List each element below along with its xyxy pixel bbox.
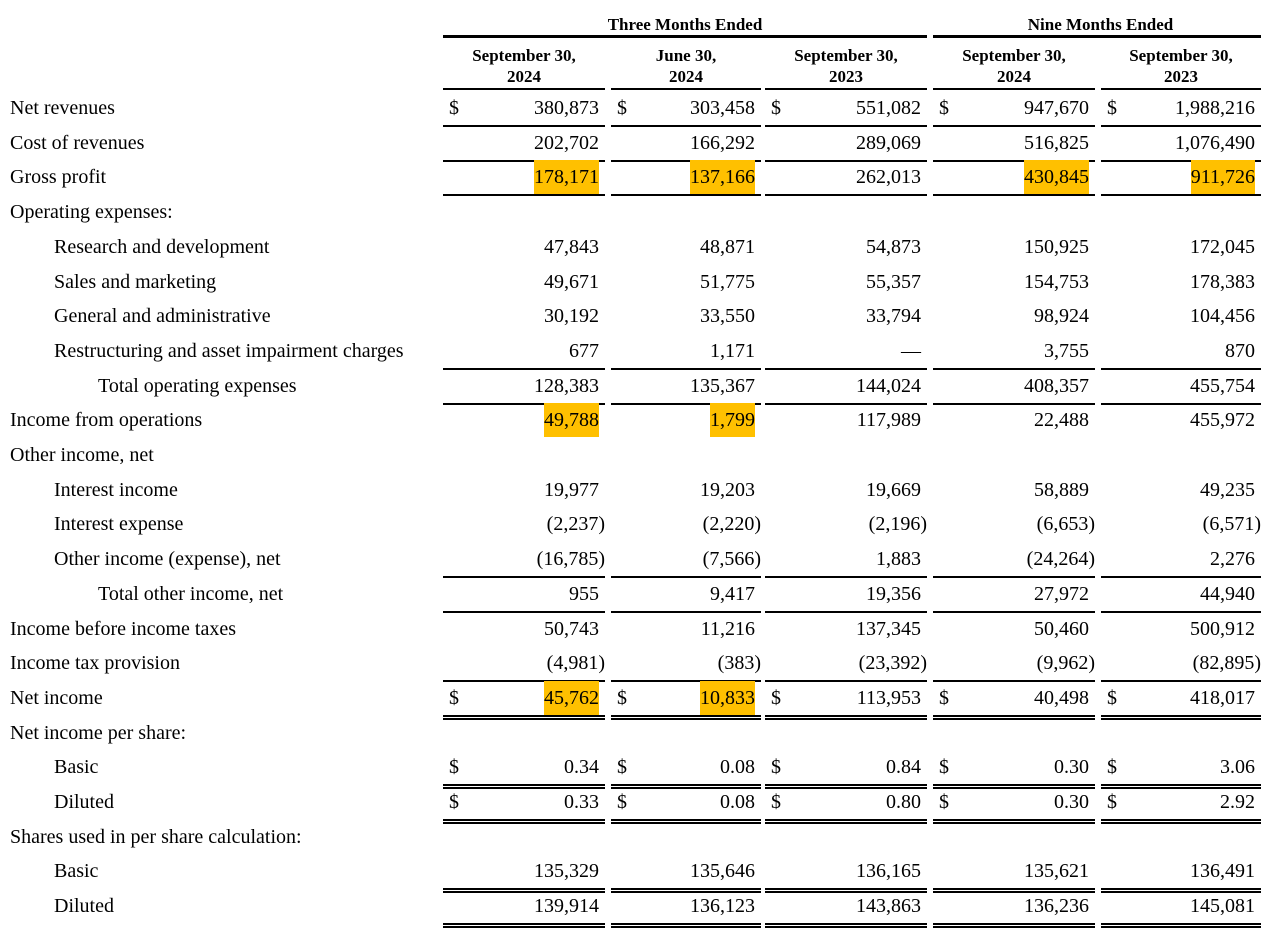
value: 117,989 [856, 409, 921, 432]
value: 516,825 [1024, 131, 1089, 154]
value-cell [611, 785, 761, 824]
column-header-rule [443, 88, 605, 90]
value: 144,024 [856, 374, 921, 397]
value-cell [611, 334, 761, 370]
column-header-line1: September 30, [1129, 46, 1233, 65]
table-row [0, 299, 1261, 333]
table-row [0, 681, 1261, 715]
group-header-nine-months: Nine Months Ended [1027, 15, 1174, 34]
value: 500,912 [1190, 617, 1255, 640]
value-cell [933, 403, 1095, 437]
value: 0.84 [886, 756, 921, 779]
value: 33,794 [866, 305, 921, 328]
column-header-rule [933, 88, 1095, 90]
row-label: Total operating expenses [98, 374, 297, 397]
value: 947,670 [1024, 97, 1089, 119]
value-cell [611, 473, 761, 507]
value-cell [933, 369, 1095, 405]
column-header-line2: 2023 [829, 67, 863, 86]
table-row [0, 91, 1261, 125]
value-cell [765, 403, 927, 437]
column-header-rule [765, 88, 927, 90]
value: 418,017 [1190, 686, 1255, 709]
table-row [0, 126, 1261, 160]
value-cell [933, 230, 1095, 264]
value: 1,883 [876, 548, 921, 571]
value: 262,013 [856, 166, 921, 189]
value: 150,925 [1024, 235, 1089, 258]
value: 137,345 [856, 617, 921, 640]
column-header-line1: September 30, [472, 46, 576, 65]
table-row [0, 785, 1261, 819]
value-cell [933, 299, 1095, 333]
value: 0.08 [720, 791, 755, 813]
value: 54,873 [866, 235, 921, 258]
value-cell [1101, 542, 1261, 578]
value: 0.30 [1054, 756, 1089, 779]
value: 172,045 [1190, 235, 1255, 258]
value: 137,166 [690, 160, 755, 194]
column-header-line2: 2023 [1164, 67, 1198, 86]
value-cell [933, 542, 1095, 578]
value: 202,702 [534, 131, 599, 154]
value: 10,833 [700, 681, 755, 715]
value: 135,367 [690, 374, 755, 397]
currency-symbol: $ [1107, 97, 1117, 119]
value: 1,076,490 [1175, 131, 1255, 154]
table-row [0, 577, 1261, 611]
value-cell [1101, 91, 1261, 127]
value-cell [933, 577, 1095, 613]
value-cell [611, 299, 761, 333]
value-cell [611, 681, 761, 720]
value-cell [765, 91, 927, 127]
value-cell [765, 160, 927, 196]
value: (4,981) [546, 652, 605, 675]
value: 1,171 [710, 339, 755, 362]
value-cell [611, 577, 761, 613]
value-cell [933, 473, 1095, 507]
table-row [0, 750, 1261, 784]
value-cell [765, 854, 927, 893]
value-cell [611, 91, 761, 127]
value-cell [611, 854, 761, 893]
value: 40,498 [1034, 686, 1089, 709]
column-header-rule [1101, 88, 1261, 90]
value: 22,488 [1034, 409, 1089, 432]
table-row [0, 265, 1261, 299]
value: 0.30 [1054, 791, 1089, 813]
value-cell [443, 265, 605, 299]
value: 136,165 [856, 860, 921, 883]
column-header-rule [611, 88, 761, 90]
value: 50,460 [1034, 617, 1089, 640]
row-label: Total other income, net [98, 582, 284, 605]
value: 455,972 [1190, 409, 1255, 432]
value-cell [933, 265, 1095, 299]
value-cell [1101, 403, 1261, 437]
row-label: Interest expense [54, 513, 184, 536]
value-cell [611, 542, 761, 578]
value-cell [611, 369, 761, 405]
value: 30,192 [544, 305, 599, 328]
value-cell [1101, 750, 1261, 789]
value: 303,458 [690, 97, 755, 119]
value-cell [765, 230, 927, 264]
value: 136,491 [1190, 860, 1255, 883]
value-cell [765, 577, 927, 613]
row-label: Diluted [54, 791, 114, 813]
currency-symbol: $ [449, 791, 459, 813]
value: 139,914 [534, 895, 599, 918]
value-cell [443, 750, 605, 789]
table-row [0, 334, 1261, 368]
value: 98,924 [1034, 305, 1089, 328]
value-cell [443, 299, 605, 333]
value-cell [1101, 265, 1261, 299]
currency-symbol: $ [1107, 791, 1117, 813]
value-cell [1101, 785, 1261, 824]
value-cell [443, 542, 605, 578]
value-cell [933, 334, 1095, 370]
value: — [901, 339, 921, 362]
value-cell [611, 646, 761, 682]
value: 1,988,216 [1175, 97, 1255, 119]
value: 0.34 [564, 756, 599, 779]
value-cell [765, 299, 927, 333]
value-cell [765, 681, 927, 720]
value-cell [765, 612, 927, 646]
currency-symbol: $ [771, 791, 781, 813]
value-cell [765, 126, 927, 162]
table-row [0, 160, 1261, 194]
value: 128,383 [534, 374, 599, 397]
currency-symbol: $ [939, 791, 949, 813]
row-label: Research and development [54, 235, 270, 258]
value: 178,383 [1190, 270, 1255, 293]
value-cell [1101, 577, 1261, 613]
value: (9,962) [1036, 652, 1095, 675]
value-cell [933, 507, 1095, 541]
value-cell [933, 91, 1095, 127]
group-header-three-months: Three Months Ended [607, 15, 763, 34]
value: 430,845 [1024, 160, 1089, 194]
table-row [0, 507, 1261, 541]
currency-symbol: $ [771, 686, 781, 709]
value: (6,571) [1202, 513, 1261, 536]
value: 49,671 [544, 270, 599, 293]
value-cell [443, 681, 605, 720]
value: 9,417 [710, 582, 755, 605]
value: 955 [569, 582, 599, 605]
column-header [443, 45, 605, 87]
value-cell [611, 612, 761, 646]
value-cell [1101, 681, 1261, 720]
column-header-line2: 2024 [669, 67, 703, 86]
row-label: Interest income [54, 478, 178, 501]
value-cell [1101, 126, 1261, 162]
value-cell [443, 230, 605, 264]
value: 19,356 [866, 582, 921, 605]
value: 0.80 [886, 791, 921, 813]
value: 408,357 [1024, 374, 1089, 397]
value-cell [443, 126, 605, 162]
value: 166,292 [690, 131, 755, 154]
currency-symbol: $ [939, 756, 949, 779]
value-cell [765, 785, 927, 824]
table-row [0, 473, 1261, 507]
row-label: Net income [10, 686, 103, 709]
table-row [0, 716, 1261, 750]
value-cell [443, 160, 605, 196]
value: 47,843 [544, 235, 599, 258]
value-cell [933, 160, 1095, 196]
value: 11,216 [700, 617, 755, 640]
value-cell [443, 91, 605, 127]
value: (24,264) [1026, 548, 1095, 571]
value-cell [933, 750, 1095, 789]
row-label: Shares used in per share calculation: [10, 825, 302, 848]
value-cell [1101, 334, 1261, 370]
value-cell [765, 542, 927, 578]
currency-symbol: $ [771, 97, 781, 119]
value: 551,082 [856, 97, 921, 119]
value-cell [933, 646, 1095, 682]
value: (2,220) [702, 513, 761, 536]
value: 19,203 [700, 478, 755, 501]
value: (23,392) [858, 652, 927, 675]
value: (7,566) [702, 548, 761, 571]
column-header [933, 45, 1095, 87]
value-cell [1101, 889, 1261, 928]
value: 44,940 [1200, 582, 1255, 605]
value: (16,785) [536, 548, 605, 571]
value: 455,754 [1190, 374, 1255, 397]
value: 2,276 [1210, 548, 1255, 571]
row-label: Income from operations [10, 409, 203, 432]
value: 48,871 [700, 235, 755, 258]
value: 154,753 [1024, 270, 1089, 293]
value-cell [443, 473, 605, 507]
value-cell [443, 334, 605, 370]
row-label: Diluted [54, 895, 114, 918]
value: 2.92 [1220, 791, 1255, 813]
value: (82,895) [1192, 652, 1261, 675]
value-cell [611, 230, 761, 264]
value: 50,743 [544, 617, 599, 640]
table-row [0, 230, 1261, 264]
value: 51,775 [700, 270, 755, 293]
column-header-line1: June 30, [655, 46, 717, 65]
value-cell [765, 265, 927, 299]
value-cell [611, 265, 761, 299]
value-cell [1101, 646, 1261, 682]
value-cell [765, 334, 927, 370]
value-cell [1101, 612, 1261, 646]
table-row [0, 542, 1261, 576]
currency-symbol: $ [771, 756, 781, 779]
value-cell [1101, 473, 1261, 507]
value: 104,456 [1190, 305, 1255, 328]
table-row [0, 438, 1261, 472]
currency-symbol: $ [617, 97, 627, 119]
value: 49,788 [544, 403, 599, 437]
value-cell [611, 403, 761, 437]
value-cell [611, 160, 761, 196]
value-cell [611, 507, 761, 541]
table-row [0, 612, 1261, 646]
value: 677 [569, 339, 599, 362]
value-cell [933, 681, 1095, 720]
row-label: Other income, net [10, 444, 154, 466]
currency-symbol: $ [617, 791, 627, 813]
currency-symbol: $ [617, 756, 627, 779]
value: 143,863 [856, 895, 921, 918]
value: 135,329 [534, 860, 599, 883]
value: (2,237) [546, 513, 605, 536]
value-cell [933, 612, 1095, 646]
value: 145,081 [1190, 895, 1255, 918]
value: 113,953 [856, 686, 921, 709]
value-cell [1101, 507, 1261, 541]
value: 45,762 [544, 681, 599, 715]
value: (383) [717, 652, 761, 675]
value: (2,196) [868, 513, 927, 536]
value: 178,171 [534, 160, 599, 194]
value-cell [933, 854, 1095, 893]
currency-symbol: $ [449, 97, 459, 119]
value-cell [443, 612, 605, 646]
table-row [0, 195, 1261, 229]
value-cell [611, 750, 761, 789]
value-cell [933, 126, 1095, 162]
row-label: Restructuring and asset impairment charges [54, 339, 404, 362]
value-cell [443, 577, 605, 613]
currency-symbol: $ [939, 97, 949, 119]
table-row [0, 369, 1261, 403]
value: 870 [1225, 339, 1255, 362]
value-cell [611, 126, 761, 162]
value: 19,669 [866, 478, 921, 501]
column-header-line2: 2024 [507, 67, 541, 86]
currency-symbol: $ [1107, 686, 1117, 709]
column-header-line1: September 30, [962, 46, 1066, 65]
currency-symbol: $ [449, 686, 459, 709]
value-cell [443, 785, 605, 824]
value-cell [611, 889, 761, 928]
value-cell [443, 507, 605, 541]
value-cell [765, 507, 927, 541]
row-label: Net income per share: [10, 721, 187, 744]
value: 27,972 [1034, 582, 1089, 605]
value: 3,755 [1044, 339, 1089, 362]
value-cell [1101, 369, 1261, 405]
value: 55,357 [866, 270, 921, 293]
table-row [0, 820, 1261, 854]
row-label: Income before income taxes [10, 617, 237, 640]
table-row [0, 854, 1261, 888]
value: 911,726 [1191, 160, 1255, 194]
value-cell [765, 473, 927, 507]
column-header [765, 45, 927, 87]
value-cell [765, 369, 927, 405]
value: 58,889 [1034, 478, 1089, 501]
row-label: General and administrative [54, 305, 271, 328]
value: 135,646 [690, 860, 755, 883]
value-cell [1101, 299, 1261, 333]
value-cell [1101, 854, 1261, 893]
row-label: Gross profit [10, 166, 107, 189]
value-cell [443, 646, 605, 682]
row-label: Other income (expense), net [54, 548, 281, 571]
value-cell [765, 889, 927, 928]
value-cell [1101, 230, 1261, 264]
row-label: Net revenues [10, 97, 115, 119]
currency-symbol: $ [1107, 756, 1117, 779]
value: 289,069 [856, 131, 921, 154]
value-cell [443, 403, 605, 437]
currency-symbol: $ [939, 686, 949, 709]
column-header [1101, 45, 1261, 87]
column-header-line1: September 30, [794, 46, 898, 65]
value: 3.06 [1220, 756, 1255, 779]
table-row [0, 403, 1261, 437]
value-cell [443, 369, 605, 405]
table-row [0, 646, 1261, 680]
value: (6,653) [1036, 513, 1095, 536]
group-rule-nine-months [933, 35, 1261, 38]
row-label: Income tax provision [10, 652, 180, 675]
value: 136,236 [1024, 895, 1089, 918]
value-cell [765, 646, 927, 682]
group-rule-three-months [443, 35, 927, 38]
value-cell [443, 854, 605, 893]
value-cell [1101, 160, 1261, 196]
value: 0.08 [720, 756, 755, 779]
value: 49,235 [1200, 478, 1255, 501]
currency-symbol: $ [449, 756, 459, 779]
value-cell [443, 889, 605, 928]
value-cell [933, 785, 1095, 824]
value: 136,123 [690, 895, 755, 918]
column-header-line2: 2024 [997, 67, 1031, 86]
table-row [0, 889, 1261, 923]
column-header [611, 45, 761, 87]
row-label: Operating expenses: [10, 201, 173, 224]
row-label: Cost of revenues [10, 131, 145, 154]
value: 380,873 [534, 97, 599, 119]
value: 1,799 [710, 403, 755, 437]
value-cell [765, 750, 927, 789]
row-label: Basic [54, 756, 99, 779]
value: 33,550 [700, 305, 755, 328]
value: 0.33 [564, 791, 599, 813]
row-label: Sales and marketing [54, 270, 217, 293]
value: 135,621 [1024, 860, 1089, 883]
row-label: Basic [54, 860, 99, 883]
value: 19,977 [544, 478, 599, 501]
currency-symbol: $ [617, 686, 627, 709]
value-cell [933, 889, 1095, 928]
